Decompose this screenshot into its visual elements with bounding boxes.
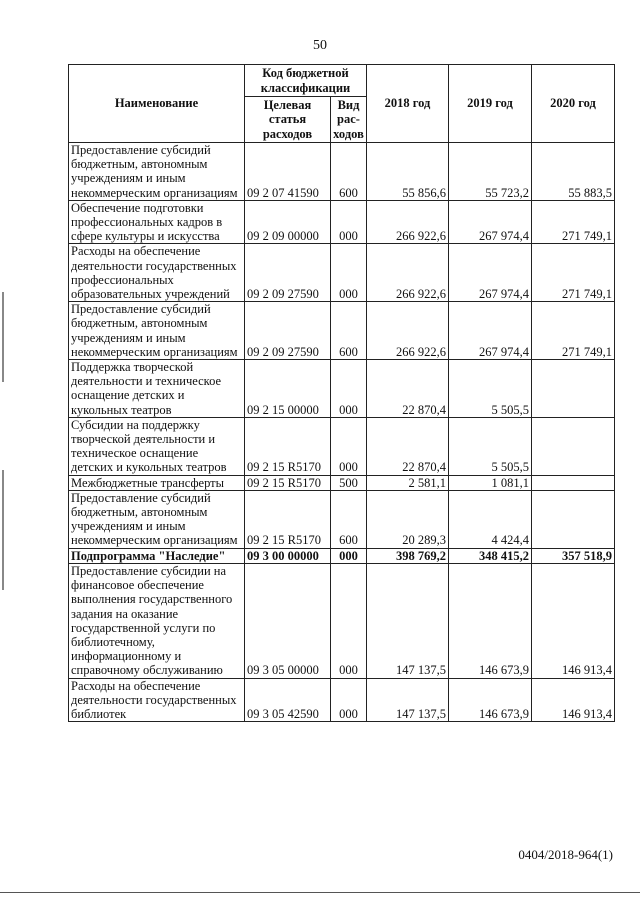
row-kcsr: 09 3 05 42590 xyxy=(245,678,331,722)
row-kvr: 000 xyxy=(331,678,367,722)
row-2020: 271 749,1 xyxy=(532,302,615,360)
row-name: Обеспечение подготовки профессиональных кадров в сфере культуры и искусства xyxy=(69,200,245,244)
row-2019: 267 974,4 xyxy=(449,200,532,244)
header-code-group: Код бюджетной классификации xyxy=(245,65,367,97)
row-kvr: 000 xyxy=(331,548,367,563)
row-kcsr: 09 2 09 00000 xyxy=(245,200,331,244)
row-kvr: 000 xyxy=(331,563,367,678)
row-2020: 146 913,4 xyxy=(532,563,615,678)
table-row xyxy=(69,678,615,722)
row-2020: 146 913,4 xyxy=(532,678,615,722)
row-2020: 55 883,5 xyxy=(532,143,615,201)
table-row xyxy=(69,490,615,548)
table-body xyxy=(69,143,615,722)
row-name: Поддержка творческой деятельности и техническое оснащение детских и кукольных театров xyxy=(69,360,245,418)
row-2019: 146 673,9 xyxy=(449,678,532,722)
row-kvr: 600 xyxy=(331,143,367,201)
row-name: Расходы на обеспечение деятельности государственных библиотек xyxy=(69,678,245,722)
row-kvr: 000 xyxy=(331,244,367,302)
row-kcsr: 09 2 15 R5170 xyxy=(245,417,331,475)
row-2018: 266 922,6 xyxy=(367,244,449,302)
row-2020: 271 749,1 xyxy=(532,244,615,302)
scan-edge-line xyxy=(0,892,640,893)
budget-table xyxy=(68,64,615,722)
row-2019: 146 673,9 xyxy=(449,563,532,678)
row-kcsr: 09 2 15 R5170 xyxy=(245,490,331,548)
row-kcsr: 09 2 07 41590 xyxy=(245,143,331,201)
row-kcsr: 09 2 09 27590 xyxy=(245,244,331,302)
row-2019: 55 723,2 xyxy=(449,143,532,201)
row-2019: 267 974,4 xyxy=(449,302,532,360)
row-name: Предоставление субсидии на финансовое обеспечение выполнения государственного задания на оказание государственной услуги по библиотечному, информационному и справочному обслуживанию xyxy=(69,563,245,678)
row-2018: 147 137,5 xyxy=(367,563,449,678)
row-name: Расходы на обеспечение деятельности государственных профессиональных образовательных учреждений xyxy=(69,244,245,302)
table-row xyxy=(69,360,615,418)
row-name: Межбюджетные трансферты xyxy=(69,475,245,490)
scan-margin-mark xyxy=(2,292,4,382)
header-name: Наименование xyxy=(69,65,245,143)
row-name: Предоставление субсидий бюджетным, автономным учреждениям и иным некоммерческим организациям xyxy=(69,143,245,201)
row-2018: 398 769,2 xyxy=(367,548,449,563)
row-2018: 22 870,4 xyxy=(367,360,449,418)
row-kcsr: 09 2 09 27590 xyxy=(245,302,331,360)
row-kvr: 000 xyxy=(331,200,367,244)
row-2019: 348 415,2 xyxy=(449,548,532,563)
row-name: Предоставление субсидий бюджетным, автономным учреждениям и иным некоммерческим организациям xyxy=(69,490,245,548)
table-row xyxy=(69,143,615,201)
row-kcsr: 09 3 05 00000 xyxy=(245,563,331,678)
row-2020: 271 749,1 xyxy=(532,200,615,244)
row-kvr: 000 xyxy=(331,360,367,418)
table-row xyxy=(69,200,615,244)
table-row xyxy=(69,417,615,475)
row-2020: 357 518,9 xyxy=(532,548,615,563)
row-kcsr: 09 3 00 00000 xyxy=(245,548,331,563)
table-row xyxy=(69,563,615,678)
row-2020 xyxy=(532,490,615,548)
row-name: Подпрограмма "Наследие" xyxy=(69,548,245,563)
row-2018: 266 922,6 xyxy=(367,200,449,244)
header-kvr: Вид рас-ходов xyxy=(331,97,367,143)
row-2020 xyxy=(532,475,615,490)
table-row xyxy=(69,244,615,302)
row-2020 xyxy=(532,360,615,418)
row-2020 xyxy=(532,417,615,475)
row-2018: 20 289,3 xyxy=(367,490,449,548)
row-2019: 5 505,5 xyxy=(449,360,532,418)
scan-margin-mark xyxy=(2,470,4,590)
row-2018: 2 581,1 xyxy=(367,475,449,490)
row-2018: 55 856,6 xyxy=(367,143,449,201)
page-number: 50 xyxy=(313,38,327,53)
row-2019: 5 505,5 xyxy=(449,417,532,475)
row-kcsr: 09 2 15 00000 xyxy=(245,360,331,418)
table-row-subprogram xyxy=(69,548,615,563)
row-kvr: 000 xyxy=(331,417,367,475)
row-kcsr: 09 2 15 R5170 xyxy=(245,475,331,490)
document-code: 0404/2018-964(1) xyxy=(518,847,613,862)
row-kvr: 600 xyxy=(331,302,367,360)
row-name: Субсидии на поддержку творческой деятельности и техническое оснащение детских и кукольных театров xyxy=(69,417,245,475)
table-header xyxy=(69,65,615,143)
table-row xyxy=(69,475,615,490)
header-kcsr: Целевая статья расходов xyxy=(245,97,331,143)
row-2018: 266 922,6 xyxy=(367,302,449,360)
row-kvr: 500 xyxy=(331,475,367,490)
row-2019: 267 974,4 xyxy=(449,244,532,302)
row-2018: 22 870,4 xyxy=(367,417,449,475)
row-2019: 4 424,4 xyxy=(449,490,532,548)
row-name: Предоставление субсидий бюджетным, автономным учреждениям и иным некоммерческим организациям xyxy=(69,302,245,360)
header-2018: 2018 год xyxy=(367,65,449,143)
row-2019: 1 081,1 xyxy=(449,475,532,490)
row-2018: 147 137,5 xyxy=(367,678,449,722)
header-2019: 2019 год xyxy=(449,65,532,143)
header-2020: 2020 год xyxy=(532,65,615,143)
table-row xyxy=(69,302,615,360)
row-kvr: 600 xyxy=(331,490,367,548)
